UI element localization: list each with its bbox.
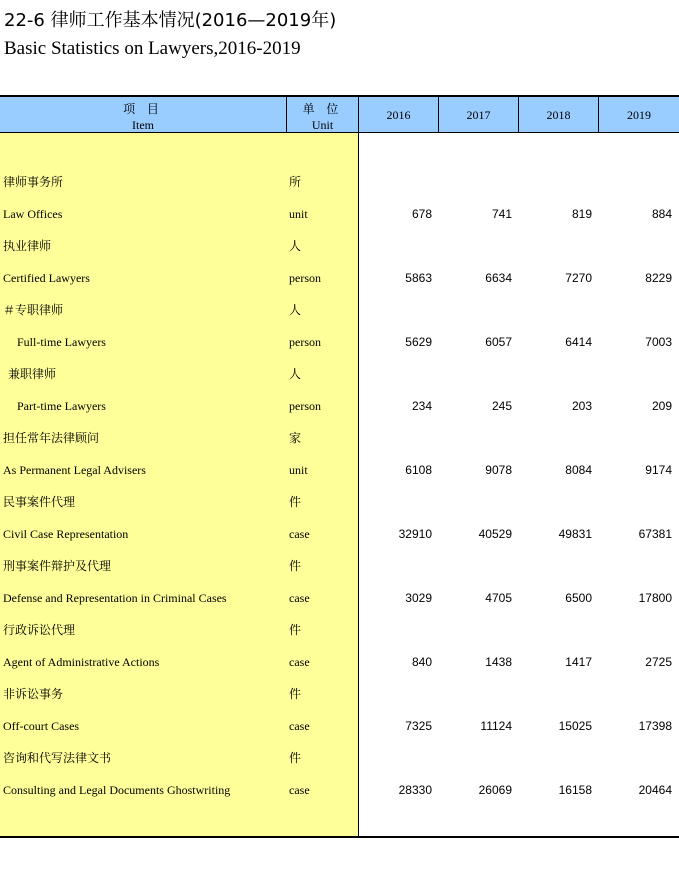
row-unit-cn: 件 xyxy=(289,559,302,573)
value-2019: 67381 xyxy=(638,527,672,541)
value-2017: 40529 xyxy=(478,527,512,541)
row-label-cn: 行政诉讼代理 xyxy=(3,623,76,637)
table-row xyxy=(0,326,679,358)
value-2016: 3029 xyxy=(405,591,432,605)
row-label-cn: 执业律师 xyxy=(3,239,52,253)
row-unit-cn: 件 xyxy=(289,687,302,701)
row-label-en: Law Offices xyxy=(3,207,63,221)
value-2016: 32910 xyxy=(398,527,432,541)
table-row xyxy=(0,198,679,230)
value-2018: 8084 xyxy=(565,463,592,477)
row-unit-en: person xyxy=(289,399,321,413)
value-2018: 819 xyxy=(571,207,592,221)
row-unit-en: unit xyxy=(289,463,308,477)
value-2019: 17800 xyxy=(638,591,672,605)
value-2018: 203 xyxy=(571,399,592,413)
header-item-en: Item xyxy=(132,118,154,132)
table-row-cn xyxy=(0,166,679,198)
table-row-cn xyxy=(0,550,679,582)
value-2017: 26069 xyxy=(478,783,512,797)
value-2019: 884 xyxy=(651,207,672,221)
value-2019: 20464 xyxy=(638,783,672,797)
value-2019: 8229 xyxy=(645,271,672,285)
row-unit-en: person xyxy=(289,335,321,349)
header-year-2019: 2019 xyxy=(627,108,651,122)
value-2016: 5863 xyxy=(405,271,432,285)
row-label-cn: 担任常年法律顾问 xyxy=(3,431,100,445)
table-row xyxy=(0,582,679,614)
value-2016: 7325 xyxy=(405,719,432,733)
row-unit-cn: 件 xyxy=(289,751,302,765)
value-2017: 9078 xyxy=(485,463,512,477)
header-year-2017: 2017 xyxy=(439,97,519,133)
row-label-en: Off-court Cases xyxy=(3,719,80,733)
row-label-en: Defense and Representation in Criminal Cases xyxy=(3,591,227,605)
row-label-en: As Permanent Legal Advisers xyxy=(3,463,146,477)
value-2017: 6057 xyxy=(485,335,512,349)
row-label-cn: 刑事案件辩护及代理 xyxy=(3,559,112,573)
value-2018: 15025 xyxy=(558,719,592,733)
row-label-en: Consulting and Legal Documents Ghostwriting xyxy=(3,783,231,797)
value-2018: 7270 xyxy=(565,271,592,285)
header-item-cn: 项 目 xyxy=(123,102,163,116)
table-row-cn xyxy=(0,230,679,262)
value-2018: 6414 xyxy=(565,335,592,349)
table-row xyxy=(0,390,679,422)
row-label-cn: 民事案件代理 xyxy=(3,495,76,509)
row-label-cn: 咨询和代写法律文书 xyxy=(3,751,112,765)
row-unit-en: person xyxy=(289,271,321,285)
value-2019: 7003 xyxy=(645,335,672,349)
statistics-table xyxy=(0,95,679,838)
row-label-en: Civil Case Representation xyxy=(3,527,129,541)
value-2019: 209 xyxy=(651,399,672,413)
value-2016: 840 xyxy=(411,655,432,669)
value-2016: 5629 xyxy=(405,335,432,349)
value-2016: 678 xyxy=(411,207,432,221)
row-unit-cn: 人 xyxy=(289,367,302,381)
row-label-en: Part-time Lawyers xyxy=(17,399,106,413)
table-row xyxy=(0,454,679,486)
table-row xyxy=(0,774,679,806)
row-label-cn: 兼职律师 xyxy=(8,367,57,381)
table-bottom-border xyxy=(0,836,679,838)
row-unit-cn: 人 xyxy=(289,303,302,317)
header-unit-cn: 单 位 xyxy=(302,102,343,116)
row-unit-cn: 家 xyxy=(289,431,302,445)
value-2019: 17398 xyxy=(638,719,672,733)
value-2019: 2725 xyxy=(645,655,672,669)
table-header xyxy=(0,95,679,133)
value-2016: 28330 xyxy=(398,783,432,797)
row-unit-en: case xyxy=(289,719,310,733)
table-row-cn xyxy=(0,742,679,774)
header-item xyxy=(0,97,287,133)
page-title-english: Basic Statistics on Lawyers,2016-2019 xyxy=(4,38,301,59)
row-unit-cn: 件 xyxy=(289,495,302,509)
row-label-en: Certified Lawyers xyxy=(3,271,90,285)
value-2016: 6108 xyxy=(405,463,432,477)
row-label-en: Full-time Lawyers xyxy=(17,335,106,349)
table-row-cn xyxy=(0,358,679,390)
value-2019: 9174 xyxy=(645,463,672,477)
page-title-chinese: 22-6 律师工作基本情况(2016—2019年) xyxy=(4,10,337,31)
row-label-cn: 律师事务所 xyxy=(3,175,64,189)
header-unit-en: Unit xyxy=(311,118,334,132)
value-2017: 6634 xyxy=(485,271,512,285)
value-2018: 1417 xyxy=(565,655,592,669)
value-2016: 234 xyxy=(411,399,432,413)
row-unit-cn: 所 xyxy=(289,175,302,189)
table-row-cn xyxy=(0,614,679,646)
table-row xyxy=(0,518,679,550)
value-2017: 4705 xyxy=(485,591,512,605)
row-label-cn: ＃专职律师 xyxy=(3,303,64,317)
value-2017: 1438 xyxy=(485,655,512,669)
table-row xyxy=(0,710,679,742)
table-row-cn xyxy=(0,678,679,710)
row-label-cn: 非诉讼事务 xyxy=(3,687,64,701)
row-unit-en: case xyxy=(289,527,310,541)
table-row xyxy=(0,262,679,294)
value-2018: 49831 xyxy=(558,527,592,541)
row-unit-en: case xyxy=(289,591,310,605)
value-2017: 11124 xyxy=(480,719,512,733)
value-2018: 16158 xyxy=(558,783,592,797)
table-row xyxy=(0,646,679,678)
row-unit-en: case xyxy=(289,783,310,797)
table-row-cn xyxy=(0,422,679,454)
row-unit-en: case xyxy=(289,655,310,669)
row-unit-en: unit xyxy=(289,207,308,221)
table-row-cn xyxy=(0,486,679,518)
value-2018: 6500 xyxy=(565,591,592,605)
row-unit-cn: 人 xyxy=(289,239,302,253)
value-2017: 245 xyxy=(491,399,512,413)
header-unit xyxy=(287,97,359,133)
header-year-2016: 2016 xyxy=(359,97,439,133)
row-unit-cn: 件 xyxy=(289,623,302,637)
row-label-en: Agent of Administrative Actions xyxy=(3,655,160,669)
table-row-cn xyxy=(0,294,679,326)
value-2017: 741 xyxy=(491,207,512,221)
header-year-2018: 2018 xyxy=(519,97,599,133)
